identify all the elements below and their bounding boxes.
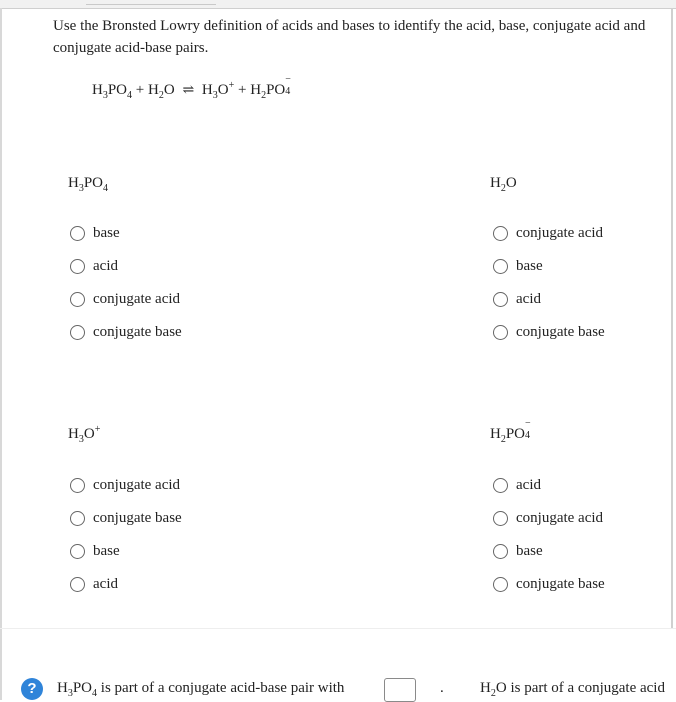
pair-sentence-2-tail: is part of a conjugate acid (510, 680, 665, 696)
option-h2po4-conjugate-acid[interactable] (493, 502, 605, 535)
option-label: conjugate acid (516, 510, 604, 526)
radio-button[interactable] (493, 259, 508, 274)
formula-h2o: $H_2O$ (148, 82, 175, 101)
chemical-equation (92, 74, 291, 101)
radio-button[interactable] (70, 292, 85, 307)
equilibrium-arrow: ⇌ (182, 83, 195, 98)
option-h3o-conjugate-acid[interactable] (70, 469, 182, 502)
instructions-line-2: conjugate acid-base pairs. (53, 40, 209, 56)
option-label: acid (93, 258, 118, 274)
option-label: conjugate acid (93, 291, 181, 307)
question-label-h3po4: $H_3PO_4$ (68, 175, 109, 194)
option-h2o-conjugate-acid[interactable] (493, 217, 605, 250)
option-h3po4-conjugate-acid[interactable] (70, 283, 182, 316)
option-h3po4-acid[interactable] (70, 250, 182, 283)
option-h3o-conjugate-base[interactable] (70, 502, 182, 535)
radio-button[interactable] (493, 292, 508, 307)
option-h2o-base[interactable] (493, 250, 605, 283)
option-h2o-acid[interactable] (493, 283, 605, 316)
radio-button[interactable] (70, 325, 85, 340)
instructions (53, 15, 676, 59)
option-label: acid (93, 576, 118, 592)
option-h3po4-base[interactable] (70, 217, 182, 250)
pair-answer-dropdown[interactable] (384, 678, 416, 702)
option-h3o-base[interactable] (70, 535, 182, 568)
options-h3o-plus (70, 469, 182, 601)
options-h2o (493, 217, 605, 349)
left-border (0, 8, 2, 700)
formula-h3o-plus: $H_3O^+$ (201, 80, 235, 101)
plus-sign: + (135, 82, 145, 98)
radio-button[interactable] (70, 478, 85, 493)
scrollbar-track[interactable] (671, 8, 673, 628)
option-label: conjugate base (93, 510, 182, 526)
option-label: conjugate base (516, 324, 605, 340)
plus-sign: + (238, 82, 247, 98)
option-label: conjugate base (516, 576, 605, 592)
sentence-period: . (440, 680, 444, 696)
radio-button[interactable] (493, 478, 508, 493)
pair-sentence-1-tail: is part of a conjugate acid-base pair with (100, 680, 345, 696)
formula-h3po4: $H_3PO_4$ (92, 82, 133, 101)
options-h3po4 (70, 217, 182, 349)
radio-button[interactable] (70, 226, 85, 241)
option-label: base (93, 543, 120, 559)
option-label: base (516, 258, 543, 274)
question-label-h3o-plus: $H_3O^+$ (68, 424, 101, 445)
radio-button[interactable] (493, 511, 508, 526)
top-tab-edge (86, 0, 216, 5)
option-label: base (93, 225, 120, 241)
option-h2po4-base[interactable] (493, 535, 605, 568)
question-label-h2po4-minus: $H_2PO$ − 4 (490, 418, 531, 445)
option-label: base (516, 543, 543, 559)
option-h3po4-conjugate-base[interactable] (70, 316, 182, 349)
radio-button[interactable] (70, 544, 85, 559)
formula-h2po4-minus: $H_2PO$ − 4 (250, 74, 291, 101)
option-h2po4-acid[interactable] (493, 469, 605, 502)
option-h3o-acid[interactable] (70, 568, 182, 601)
option-label: conjugate acid (516, 225, 604, 241)
option-h2po4-conjugate-base[interactable] (493, 568, 605, 601)
pair-sentence-1: $H_3PO_4$ is part of a conjugate acid-base pair with (57, 680, 345, 699)
top-toolbar (0, 0, 676, 9)
radio-button[interactable] (493, 577, 508, 592)
radio-button[interactable] (493, 325, 508, 340)
pair-sentence-2: $H_2O$ is part of a conjugate acid (480, 680, 665, 699)
instructions-line-1: Use the Bronsted Lowry definition of acids and bases to identify the acid, base, conjugate acid and (53, 18, 646, 34)
radio-button[interactable] (70, 511, 85, 526)
radio-button[interactable] (70, 259, 85, 274)
radio-button[interactable] (493, 226, 508, 241)
help-icon[interactable]: ? (21, 678, 43, 700)
radio-button[interactable] (70, 577, 85, 592)
option-label: conjugate acid (93, 477, 181, 493)
panel-divider (0, 628, 676, 629)
option-label: acid (516, 291, 541, 307)
option-label: acid (516, 477, 541, 493)
pairs-question-row (0, 676, 676, 700)
options-h2po4-minus (493, 469, 605, 601)
option-h2o-conjugate-base[interactable] (493, 316, 605, 349)
option-label: conjugate base (93, 324, 182, 340)
radio-button[interactable] (493, 544, 508, 559)
question-label-h2o: $H_2O$ (490, 175, 517, 194)
